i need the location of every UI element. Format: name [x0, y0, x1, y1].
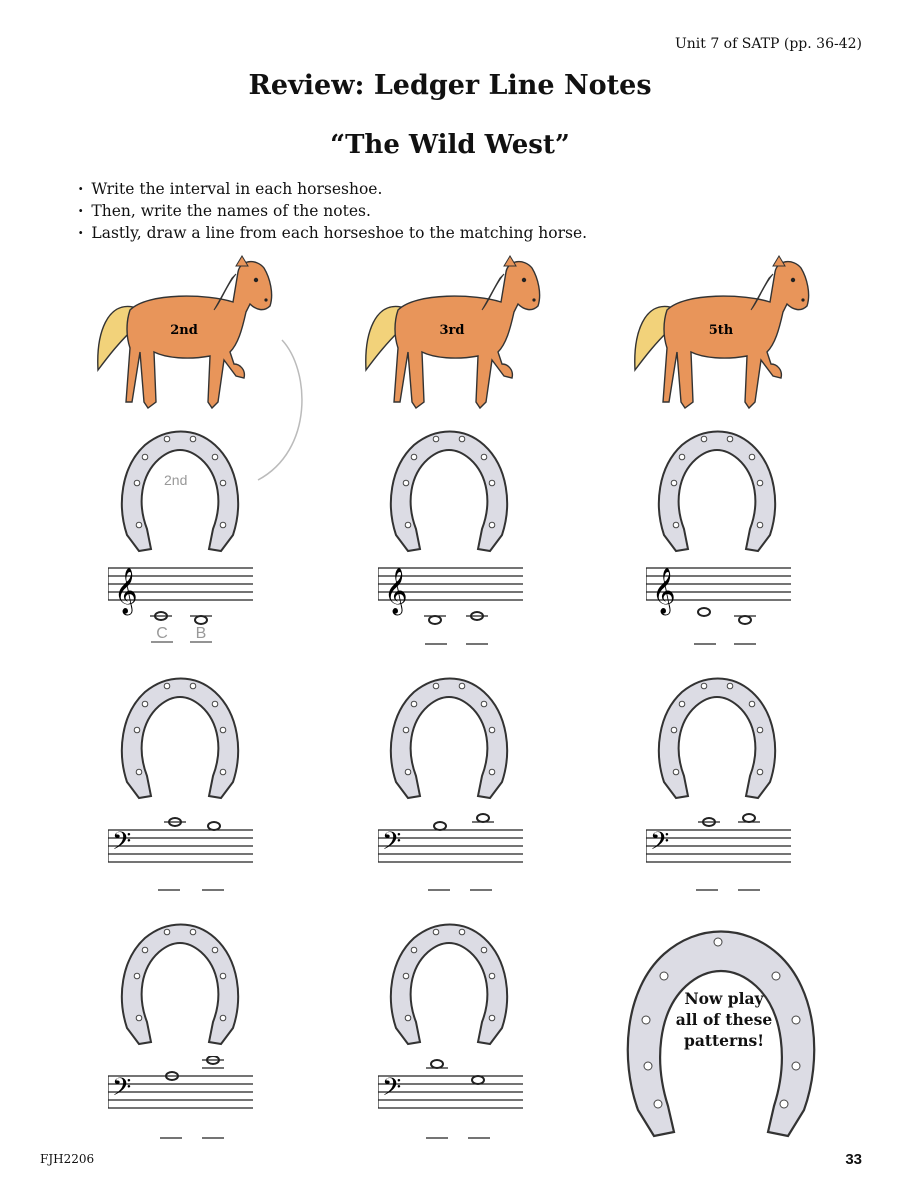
horse-5th[interactable] — [625, 252, 820, 412]
instruction-item: · Write the interval in each horseshoe. — [78, 178, 587, 200]
note — [434, 822, 446, 830]
horseshoe-3[interactable] — [652, 425, 782, 555]
big-shoe-line: Now play — [684, 989, 764, 1008]
note — [477, 814, 489, 822]
horseshoe-1[interactable] — [115, 425, 245, 555]
staff-treble-3 — [646, 560, 796, 650]
note — [431, 1060, 443, 1068]
page-subtitle: “The Wild West” — [330, 130, 570, 160]
example-connector-line — [250, 330, 320, 490]
treble-clef-icon: 𝄞 — [384, 568, 408, 614]
horseshoe-5[interactable] — [384, 672, 514, 802]
big-shoe-line: all of these — [675, 1010, 773, 1029]
staff-treble-1 — [108, 560, 258, 650]
bass-clef-icon: 𝄢 — [382, 1073, 402, 1108]
page-number: 33 — [845, 1151, 862, 1168]
instruction-item: · Then, write the names of the notes. — [78, 200, 587, 222]
horseshoe-8[interactable] — [384, 918, 514, 1048]
bass-clef-icon: 𝄢 — [650, 827, 670, 862]
note — [195, 616, 207, 624]
staff-bass-3 — [646, 810, 796, 900]
unit-reference: Unit 7 of SATP (pp. 36-42) — [674, 36, 862, 52]
bass-clef-icon: 𝄢 — [112, 827, 132, 862]
staff-bass-4 — [108, 1056, 258, 1146]
bass-clef-icon: 𝄢 — [112, 1073, 132, 1108]
example-note-answer: B — [195, 625, 207, 642]
note — [698, 608, 710, 616]
staff-bass-5 — [378, 1056, 528, 1146]
horseshoe-7[interactable] — [115, 918, 245, 1048]
big-horseshoe-text — [664, 988, 784, 1051]
note — [739, 616, 751, 624]
footer-code: FJH2206 — [40, 1152, 95, 1166]
staff-treble-2 — [378, 560, 528, 650]
note — [208, 822, 220, 830]
horseshoe-4[interactable] — [115, 672, 245, 802]
horse-label: 5th — [708, 323, 734, 338]
bass-clef-icon: 𝄢 — [382, 827, 402, 862]
horseshoe-6[interactable] — [652, 672, 782, 802]
page-title: Review: Ledger Line Notes — [248, 70, 652, 101]
horse-label: 2nd — [170, 323, 198, 338]
big-shoe-line: patterns! — [683, 1031, 765, 1050]
horse-3rd[interactable] — [356, 252, 551, 412]
example-note-answer: C — [156, 625, 168, 642]
instruction-item: · Lastly, draw a line from each horseshoe to the matching horse. — [78, 222, 587, 244]
staff-bass-2 — [378, 810, 528, 900]
staff-bass-1 — [108, 810, 258, 900]
note — [429, 616, 441, 624]
treble-clef-icon: 𝄞 — [652, 568, 676, 614]
horseshoe-2[interactable] — [384, 425, 514, 555]
horse-label: 3rd — [439, 323, 465, 338]
example-interval-answer: 2nd — [164, 472, 188, 488]
note — [743, 814, 755, 822]
note — [472, 1076, 484, 1084]
treble-clef-icon: 𝄞 — [114, 568, 138, 614]
instructions-list — [78, 178, 587, 244]
